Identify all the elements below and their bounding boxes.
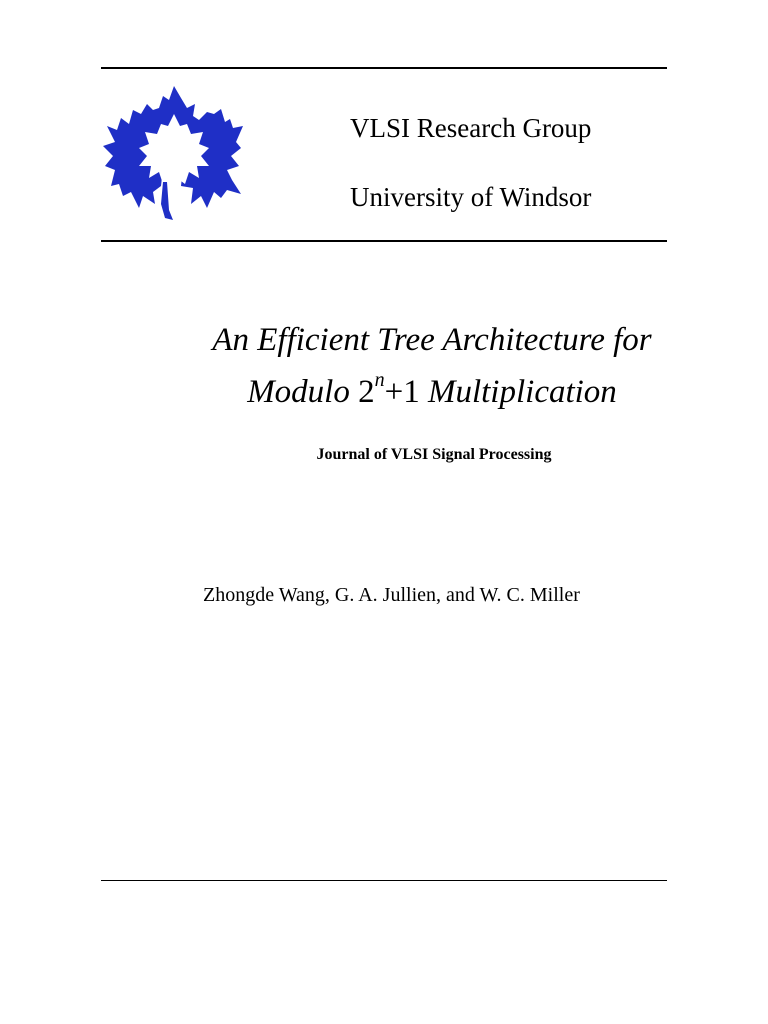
title-suffix: Multiplication: [427, 374, 617, 410]
bottom-divider: [101, 880, 667, 881]
paper-title-line-2: [0, 369, 768, 412]
author-list: Zhongde Wang, G. A. Jullien, and W. C. Miller: [203, 584, 580, 606]
university-name: University of Windsor: [350, 182, 592, 212]
group-name: VLSI Research Group: [350, 113, 592, 143]
paper-title-line-1: An Efficient Tree Architecture for: [212, 322, 652, 358]
header-divider: [101, 240, 667, 242]
title-exponent: n: [374, 369, 385, 391]
title-prefix: Modulo: [247, 374, 350, 410]
journal-name: Journal of VLSI Signal Processing: [316, 446, 552, 463]
title-plus-one: +1: [384, 374, 420, 410]
title-base: 2: [358, 374, 375, 410]
top-divider: [101, 67, 667, 69]
maple-leaf-icon: [103, 86, 245, 223]
